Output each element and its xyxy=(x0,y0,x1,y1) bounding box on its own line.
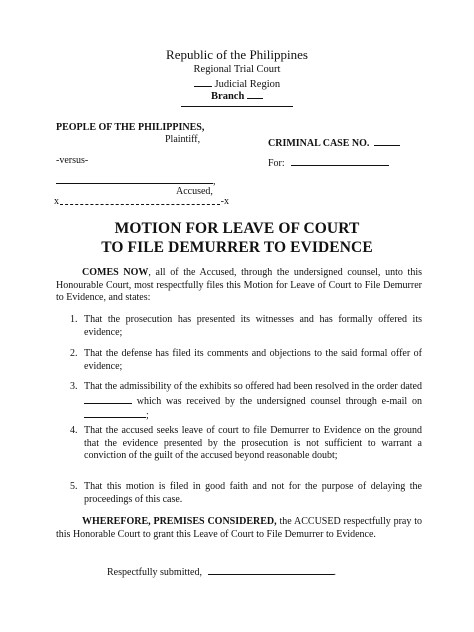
republic-heading: Republic of the Philippines xyxy=(166,47,308,62)
versus-label: -versus- xyxy=(56,155,89,166)
intro-text: , all of the Accused, through the undersigned counsel, unto this Honourable Court, most respectfully files this Motion for Leave of Court to File Demurrer to Evidence, and states: xyxy=(56,267,423,304)
closing-period: . xyxy=(333,567,336,578)
item-text-b: which was received by the undersigned counsel through e-mail on xyxy=(136,395,422,407)
branch-label: Branch xyxy=(211,91,245,102)
case-number-label: CRIMINAL CASE NO. xyxy=(268,138,370,149)
wherefore-lead: WHEREFORE, PREMISES CONSIDERED, xyxy=(82,516,277,527)
wherefore-text: the ACCUSED respectfully pray to this Honorable Court to grant this Leave of Court to File Demurrer to Evidence. xyxy=(56,516,423,540)
order-date-blank xyxy=(84,394,132,404)
court-heading: Regional Trial Court xyxy=(193,64,281,75)
case-number-blank xyxy=(374,136,400,146)
region-blank xyxy=(194,77,212,87)
list-item xyxy=(56,425,422,463)
case-number xyxy=(268,136,400,149)
item-text xyxy=(84,381,422,423)
item-text-c: ; xyxy=(146,410,149,422)
header-signature-line xyxy=(181,106,293,107)
case-for-label: For: xyxy=(268,158,285,169)
caption-divider-x-end: -x xyxy=(220,196,229,207)
item-number: 5. xyxy=(70,481,78,492)
item-number: 2. xyxy=(70,348,78,359)
plaintiff-party: PEOPLE OF THE PHILIPPINES, xyxy=(56,122,205,133)
item-text: That the defense has filed its comments and objections to the said formal offer of evidence; xyxy=(84,348,422,372)
case-for-blank xyxy=(291,156,389,166)
respectfully-submitted-label: Respectfully submitted, xyxy=(107,567,202,578)
closing-line xyxy=(107,565,336,578)
branch-heading xyxy=(0,89,474,102)
item-number: 4. xyxy=(70,425,78,436)
caption-divider xyxy=(54,196,229,207)
item-text: That the prosecution has presented its witnesses and has formally offered its evidence; xyxy=(84,314,422,338)
item-text: That the accused seeks leave of court to file Demurrer to Evidence on the ground that the evidence presented by the prosecution is not sufficient to warrant a conviction of the guilt of the accused beyond reasonable doubt; xyxy=(84,425,422,462)
item-text: That this motion is filed in good faith and not for the purpose of delaying the proceedings of this case. xyxy=(84,481,422,505)
motion-title-line2: TO FILE DEMURRER TO EVIDENCE xyxy=(101,239,373,256)
wherefore-paragraph xyxy=(56,516,422,541)
case-for xyxy=(268,156,389,169)
plaintiff-label: Plaintiff, xyxy=(165,134,201,145)
accused-label: Accused, xyxy=(176,186,213,197)
intro-lead: COMES NOW xyxy=(82,267,149,278)
region-label: Judicial Region xyxy=(214,79,281,90)
submitted-signature-blank xyxy=(208,565,334,575)
accused-name-line: , xyxy=(56,174,216,187)
item-number: 3. xyxy=(70,381,78,392)
list-item xyxy=(56,314,422,339)
motion-title-line1: MOTION FOR LEAVE OF COURT xyxy=(114,220,360,237)
list-item xyxy=(56,381,422,423)
list-item xyxy=(56,348,422,373)
email-date-blank xyxy=(84,408,146,418)
intro-paragraph xyxy=(56,267,422,305)
list-item xyxy=(56,481,422,506)
item-number: 1. xyxy=(70,314,78,325)
accused-name-blank xyxy=(56,174,213,184)
branch-blank xyxy=(247,89,263,99)
caption-divider-x: x xyxy=(54,196,59,207)
item-text-a: That the admissibility of the exhibits so offered had been resolved in the order dated xyxy=(84,381,422,392)
caption-divider-dashes xyxy=(60,198,220,205)
